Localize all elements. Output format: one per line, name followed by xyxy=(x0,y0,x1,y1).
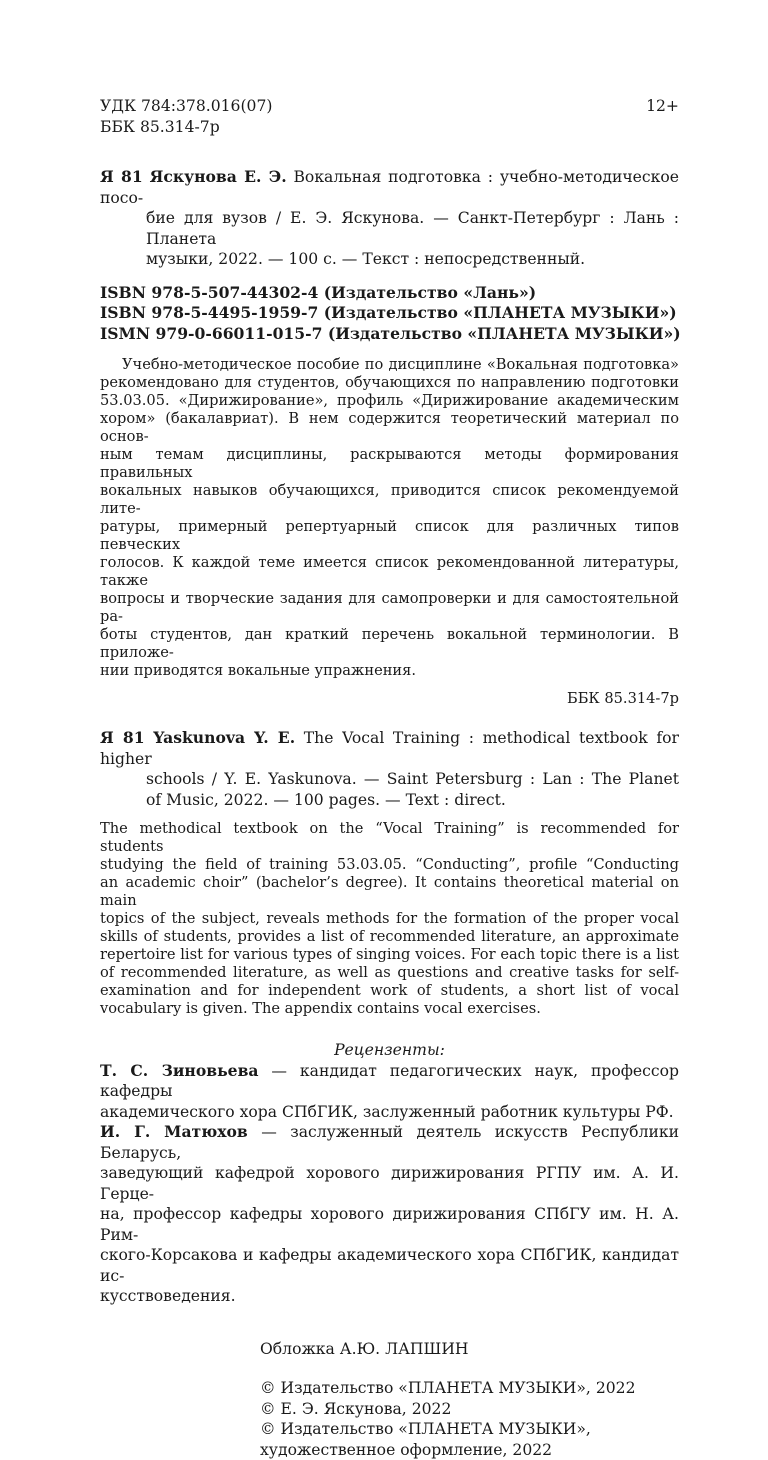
abstract-line: вокальных навыков обучающихся, приводится список рекомендуемой лите- xyxy=(100,482,679,518)
abstract-line: The methodical textbook on the “Vocal Training” is recommended for students xyxy=(100,820,679,856)
en-record-code: Я 81 xyxy=(100,728,145,747)
reviewers-heading: Рецензенты: xyxy=(100,1040,679,1061)
en-record-line: schools / Y. E. Yaskunova. — Saint Petersburg : Lan : The Planet xyxy=(100,769,679,790)
reviewer-line: заведующий кафедрой хорового дирижирования РГПУ им. А. И. Герце- xyxy=(100,1163,679,1204)
abstract-line: Учебно-методическое пособие по дисциплине «Вокальная подготовка» xyxy=(100,356,679,374)
copyright-line: © Издательство «ПЛАНЕТА МУЗЫКИ», 2022 xyxy=(260,1378,679,1399)
abstract-line: голосов. К каждой теме имеется список рекомендованной литературы, также xyxy=(100,554,679,590)
en-record-author: Yaskunova Y. E. xyxy=(153,728,295,747)
abstract-line: of recommended literature, as well as questions and creative tasks for self- xyxy=(100,964,679,982)
abstract-line: topics of the subject, reveals methods for the formation of the proper vocal xyxy=(100,910,679,928)
abstract-line: repertoire list for various types of singing voices. For each topic there is a list xyxy=(100,946,679,964)
header xyxy=(100,96,679,137)
abstract-line: ратуры, примерный репертуарный список для различных типов певческих xyxy=(100,518,679,554)
ru-record-line: музыки, 2022. — 100 с. — Текст : непосредственный. xyxy=(100,249,679,270)
abstract-line: an academic choir” (bachelor’s degree). It contains theoretical material on main xyxy=(100,874,679,910)
reviewer-line: кусствоведения. xyxy=(100,1286,679,1307)
abstract-line: хором» (бакалавриат). В нем содержится теоретический материал по основ- xyxy=(100,410,679,446)
ru-record-line: бие для вузов / Е. Э. Яскунова. — Санкт-Петербург : Лань : Планета xyxy=(100,208,679,249)
udk-code: УДК 784:378.016(07) xyxy=(100,96,272,117)
abstract-line: examination and for independent work of students, a short list of vocal xyxy=(100,982,679,1000)
en-abstract xyxy=(100,820,679,1018)
abstract-line: 53.03.05. «Дирижирование», профиль «Дирижирование академическим xyxy=(100,392,679,410)
abstract-line: боты студентов, дан краткий перечень вокальной терминологии. В приложе- xyxy=(100,626,679,662)
en-record-line: The Vocal Training : methodical textbook for higher xyxy=(100,729,679,768)
reviewer-line: ского-Корсакова и кафедры академического хора СПбГИК, кандидат ис- xyxy=(100,1245,679,1286)
abstract-line: рекомендовано для студентов, обучающихся по направлению подготовки xyxy=(100,374,679,392)
bbk-code: ББК 85.314-7р xyxy=(100,117,272,138)
reviewer-name: Т. С. Зиновьева xyxy=(100,1061,259,1080)
abstract-line: vocabulary is given. The appendix contains vocal exercises. xyxy=(100,1000,679,1018)
reviewers-list xyxy=(100,1061,679,1307)
isbn-line: ISBN 978-5-507-44302-4 (Издательство «Лань») xyxy=(100,283,679,304)
copyright-line: © Е. Э. Яскунова, 2022 xyxy=(260,1399,679,1420)
reviewer-name: И. Г. Матюхов xyxy=(100,1122,248,1141)
reviewer-line: академического хора СПбГИК, заслуженный работник культуры РФ. xyxy=(100,1102,679,1123)
reviewer-line: — заслуженный деятель искусств Республики Беларусь, xyxy=(100,1123,679,1162)
ru-record-author: Яскунова Е. Э. xyxy=(150,167,287,186)
abstract-line: ным темам дисциплины, раскрываются методы формирования правильных xyxy=(100,446,679,482)
ru-bibliographic-record xyxy=(100,167,679,270)
age-rating: 12+ xyxy=(646,96,679,137)
en-record-line: of Music, 2022. — 100 pages. — Text : direct. xyxy=(100,790,679,811)
ru-abstract xyxy=(100,356,679,680)
copyright-block xyxy=(260,1378,679,1460)
ismn-line: ISMN 979-0-66011-015-7 (Издательство «ПЛАНЕТА МУЗЫКИ») xyxy=(100,324,679,345)
reviewer-line: на, профессор кафедры хорового дирижирования СПбГУ им. Н. А. Рим- xyxy=(100,1204,679,1245)
abstract-line: studying the field of training 53.03.05. “Conducting”, profile “Conducting xyxy=(100,856,679,874)
abstract-line: нии приводятся вокальные упражнения. xyxy=(100,662,679,680)
abstract-line: вопросы и творческие задания для самопроверки и для самостоятельной ра- xyxy=(100,590,679,626)
en-bibliographic-record xyxy=(100,728,679,810)
bbk-right: ББК 85.314-7р xyxy=(100,690,679,708)
cover-credit: Обложка А.Ю. ЛАПШИН xyxy=(260,1339,679,1360)
copyright-line: © Издательство «ПЛАНЕТА МУЗЫКИ», xyxy=(260,1419,679,1440)
copyright-line: художественное оформление, 2022 xyxy=(260,1440,679,1460)
imprint-page xyxy=(100,96,679,1460)
ru-record-line: Вокальная подготовка : учебно-методическое посо- xyxy=(100,168,679,207)
isbn-line: ISBN 978-5-4495-1959-7 (Издательство «ПЛАНЕТА МУЗЫКИ») xyxy=(100,303,679,324)
abstract-line: skills of students, provides a list of recommended literature, an approximate xyxy=(100,928,679,946)
ru-record-code: Я 81 xyxy=(100,167,143,186)
isbn-list xyxy=(100,283,679,345)
reviewer-line: — кандидат педагогических наук, профессор кафедры xyxy=(100,1062,679,1101)
